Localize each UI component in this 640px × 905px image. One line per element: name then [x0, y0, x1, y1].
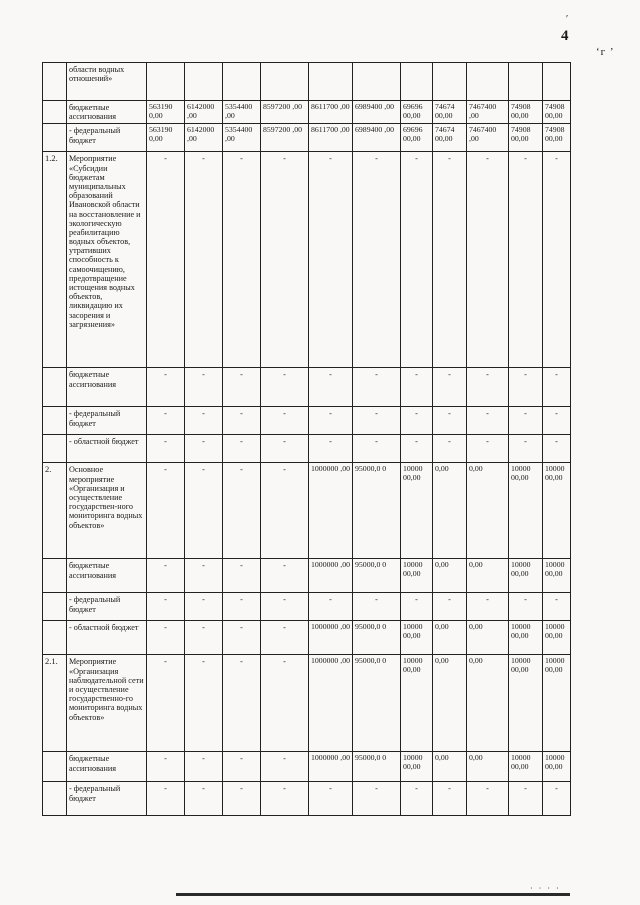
value-cell: - — [309, 782, 353, 816]
value-cell: - — [309, 152, 353, 368]
row-description: - федеральный бюджет — [67, 124, 147, 152]
row-description: бюджетные ассигнования — [67, 752, 147, 782]
value-cell: - — [509, 782, 543, 816]
row-description: Мероприятие «Субсидии бюджетам муниципальных образований Ивановской области на восстановление и экологическую реабилитацию водных объектов, утративших способность к самоочищению, предотвращение истощения водных объектов, ликвидацию их засорения и загрязнения» — [67, 152, 147, 368]
value-cell: - — [261, 435, 309, 463]
value-cell: 1000000 ,00 — [309, 621, 353, 655]
value-cell: 0,00 — [467, 621, 509, 655]
value-cell: 74908 00,00 — [509, 124, 543, 152]
value-cell: 95000,0 0 — [353, 752, 401, 782]
value-cell: - — [185, 407, 223, 435]
value-cell: - — [261, 368, 309, 407]
row-number: 2. — [43, 463, 67, 559]
value-cell: - — [401, 435, 433, 463]
value-cell: 6142000 ,00 — [185, 124, 223, 152]
value-cell: - — [509, 152, 543, 368]
value-cell: - — [147, 368, 185, 407]
value-cell: 5354400 ,00 — [223, 124, 261, 152]
value-cell: - — [223, 407, 261, 435]
value-cell: 10000 00,00 — [401, 655, 433, 752]
table-row — [43, 152, 571, 368]
value-cell — [147, 63, 185, 101]
value-cell: - — [467, 152, 509, 368]
value-cell: 69696 00,00 — [401, 124, 433, 152]
value-cell — [543, 63, 571, 101]
value-cell: - — [261, 655, 309, 752]
value-cell: - — [543, 368, 571, 407]
value-cell: - — [467, 368, 509, 407]
row-description: Мероприятие «Организация наблюдательной сети и осуществление государственно-го мониторинга водных объектов» — [67, 655, 147, 752]
value-cell: - — [223, 368, 261, 407]
value-cell: 0,00 — [467, 752, 509, 782]
value-cell: 8597200 ,00 — [261, 101, 309, 124]
value-cell: - — [223, 559, 261, 593]
value-cell: 8611700 ,00 — [309, 101, 353, 124]
value-cell: - — [261, 782, 309, 816]
row-description: - федеральный бюджет — [67, 593, 147, 621]
value-cell — [261, 63, 309, 101]
value-cell: 5354400 ,00 — [223, 101, 261, 124]
value-cell: - — [185, 559, 223, 593]
table-row — [43, 63, 571, 101]
table-row — [43, 621, 571, 655]
value-cell: - — [185, 782, 223, 816]
value-cell: 0,00 — [433, 752, 467, 782]
value-cell: - — [223, 435, 261, 463]
value-cell: 10000 00,00 — [509, 621, 543, 655]
row-number — [43, 407, 67, 435]
value-cell: - — [147, 559, 185, 593]
value-cell: - — [401, 593, 433, 621]
corner-mark: ′ — [566, 14, 569, 25]
table-row — [43, 752, 571, 782]
value-cell: 8597200 ,00 — [261, 124, 309, 152]
value-cell: - — [467, 407, 509, 435]
row-description: - федеральный бюджет — [67, 782, 147, 816]
value-cell: - — [353, 152, 401, 368]
row-number: 1.2. — [43, 152, 67, 368]
value-cell: 95000,0 0 — [353, 621, 401, 655]
value-cell: - — [223, 463, 261, 559]
value-cell: - — [353, 407, 401, 435]
value-cell: - — [543, 593, 571, 621]
value-cell: 10000 00,00 — [509, 655, 543, 752]
value-cell: - — [261, 407, 309, 435]
value-cell: - — [185, 752, 223, 782]
value-cell: - — [353, 435, 401, 463]
value-cell — [433, 63, 467, 101]
value-cell: 10000 00,00 — [543, 752, 571, 782]
value-cell: 10000 00,00 — [401, 752, 433, 782]
value-cell: - — [261, 593, 309, 621]
value-cell: 10000 00,00 — [543, 655, 571, 752]
value-cell: - — [185, 435, 223, 463]
value-cell — [401, 63, 433, 101]
row-description: бюджетные ассигнования — [67, 368, 147, 407]
value-cell: - — [309, 593, 353, 621]
table-row — [43, 368, 571, 407]
value-cell: - — [433, 593, 467, 621]
value-cell: - — [543, 152, 571, 368]
value-cell: 10000 00,00 — [543, 621, 571, 655]
row-number — [43, 368, 67, 407]
value-cell: - — [509, 435, 543, 463]
value-cell: - — [309, 435, 353, 463]
value-cell: 74674 00,00 — [433, 101, 467, 124]
value-cell: 10000 00,00 — [401, 559, 433, 593]
value-cell: - — [261, 463, 309, 559]
table-row — [43, 435, 571, 463]
value-cell: - — [147, 621, 185, 655]
row-description: - областной бюджет — [67, 621, 147, 655]
value-cell: - — [185, 621, 223, 655]
value-cell: - — [433, 368, 467, 407]
value-cell: 95000,0 0 — [353, 655, 401, 752]
row-description: бюджетные ассигнования — [67, 101, 147, 124]
value-cell: - — [433, 407, 467, 435]
row-number — [43, 63, 67, 101]
value-cell: - — [223, 752, 261, 782]
value-cell: - — [147, 435, 185, 463]
value-cell: - — [147, 782, 185, 816]
scan-mark: ‘г ’ — [596, 46, 615, 58]
value-cell: - — [147, 593, 185, 621]
value-cell: 74908 00,00 — [509, 101, 543, 124]
value-cell: - — [185, 152, 223, 368]
value-cell: 95000,0 0 — [353, 559, 401, 593]
value-cell: - — [309, 407, 353, 435]
value-cell: 10000 00,00 — [401, 621, 433, 655]
table-row — [43, 407, 571, 435]
value-cell: 7467400 ,00 — [467, 124, 509, 152]
value-cell — [185, 63, 223, 101]
value-cell: - — [401, 152, 433, 368]
value-cell: - — [353, 368, 401, 407]
table-row — [43, 559, 571, 593]
row-description: области водных отношений» — [67, 63, 147, 101]
value-cell: - — [223, 152, 261, 368]
table-row — [43, 101, 571, 124]
value-cell: - — [223, 655, 261, 752]
value-cell: 10000 00,00 — [543, 463, 571, 559]
value-cell: - — [223, 782, 261, 816]
value-cell: 6989400 ,00 — [353, 101, 401, 124]
value-cell: - — [543, 407, 571, 435]
value-cell: - — [223, 593, 261, 621]
value-cell: - — [261, 621, 309, 655]
page-number: 4 — [561, 28, 569, 44]
value-cell: 0,00 — [467, 463, 509, 559]
value-cell: - — [433, 782, 467, 816]
value-cell: 1000000 ,00 — [309, 463, 353, 559]
value-cell: - — [309, 368, 353, 407]
value-cell: - — [261, 559, 309, 593]
value-cell: - — [509, 593, 543, 621]
footer-dots: · · · · — [530, 884, 561, 893]
value-cell: 6989400 ,00 — [353, 124, 401, 152]
value-cell: 563190 0,00 — [147, 124, 185, 152]
value-cell: 0,00 — [467, 559, 509, 593]
table-row — [43, 463, 571, 559]
value-cell: - — [353, 593, 401, 621]
value-cell: 6142000 ,00 — [185, 101, 223, 124]
row-number — [43, 621, 67, 655]
row-number — [43, 435, 67, 463]
value-cell: - — [509, 368, 543, 407]
value-cell: 10000 00,00 — [401, 463, 433, 559]
value-cell: - — [185, 593, 223, 621]
value-cell: - — [543, 435, 571, 463]
table-row — [43, 655, 571, 752]
value-cell: 0,00 — [433, 655, 467, 752]
value-cell — [309, 63, 353, 101]
row-number — [43, 101, 67, 124]
row-number — [43, 124, 67, 152]
value-cell: 74908 00,00 — [543, 101, 571, 124]
value-cell: 0,00 — [433, 463, 467, 559]
row-description: Основное мероприятие «Организация и осуществление государствен-ного мониторинга водных объектов» — [67, 463, 147, 559]
value-cell: - — [509, 407, 543, 435]
value-cell: - — [147, 407, 185, 435]
value-cell — [509, 63, 543, 101]
value-cell: 10000 00,00 — [509, 463, 543, 559]
value-cell: 74908 00,00 — [543, 124, 571, 152]
value-cell: 10000 00,00 — [543, 559, 571, 593]
value-cell: 74674 00,00 — [433, 124, 467, 152]
value-cell: - — [467, 435, 509, 463]
row-number — [43, 752, 67, 782]
table-row — [43, 782, 571, 816]
value-cell: - — [467, 593, 509, 621]
value-cell: - — [147, 752, 185, 782]
value-cell: 95000,0 0 — [353, 463, 401, 559]
value-cell: - — [185, 655, 223, 752]
value-cell: - — [401, 368, 433, 407]
value-cell: - — [401, 782, 433, 816]
value-cell: 69696 00,00 — [401, 101, 433, 124]
value-cell: - — [147, 655, 185, 752]
row-description: - областной бюджет — [67, 435, 147, 463]
value-cell: - — [261, 152, 309, 368]
value-cell: 0,00 — [467, 655, 509, 752]
value-cell: - — [261, 752, 309, 782]
value-cell: - — [543, 782, 571, 816]
row-description: - федеральный бюджет — [67, 407, 147, 435]
table-row — [43, 593, 571, 621]
budget-table — [42, 62, 571, 816]
footer-rule — [176, 893, 570, 896]
row-number — [43, 559, 67, 593]
value-cell: - — [147, 152, 185, 368]
value-cell: 563190 0,00 — [147, 101, 185, 124]
value-cell: 10000 00,00 — [509, 559, 543, 593]
value-cell: 7467400 ,00 — [467, 101, 509, 124]
value-cell — [223, 63, 261, 101]
value-cell: - — [433, 152, 467, 368]
value-cell: 0,00 — [433, 559, 467, 593]
row-description: бюджетные ассигнования — [67, 559, 147, 593]
value-cell: - — [353, 782, 401, 816]
value-cell: 1000000 ,00 — [309, 559, 353, 593]
value-cell — [467, 63, 509, 101]
value-cell — [353, 63, 401, 101]
value-cell: - — [185, 463, 223, 559]
value-cell: - — [467, 782, 509, 816]
value-cell: 8611700 ,00 — [309, 124, 353, 152]
value-cell: 1000000 ,00 — [309, 752, 353, 782]
value-cell: - — [185, 368, 223, 407]
row-number — [43, 782, 67, 816]
value-cell: - — [401, 407, 433, 435]
row-number: 2.1. — [43, 655, 67, 752]
row-number — [43, 593, 67, 621]
value-cell: 10000 00,00 — [509, 752, 543, 782]
table-row — [43, 124, 571, 152]
value-cell: - — [147, 463, 185, 559]
value-cell: - — [433, 435, 467, 463]
value-cell: 1000000 ,00 — [309, 655, 353, 752]
value-cell: - — [223, 621, 261, 655]
value-cell: 0,00 — [433, 621, 467, 655]
